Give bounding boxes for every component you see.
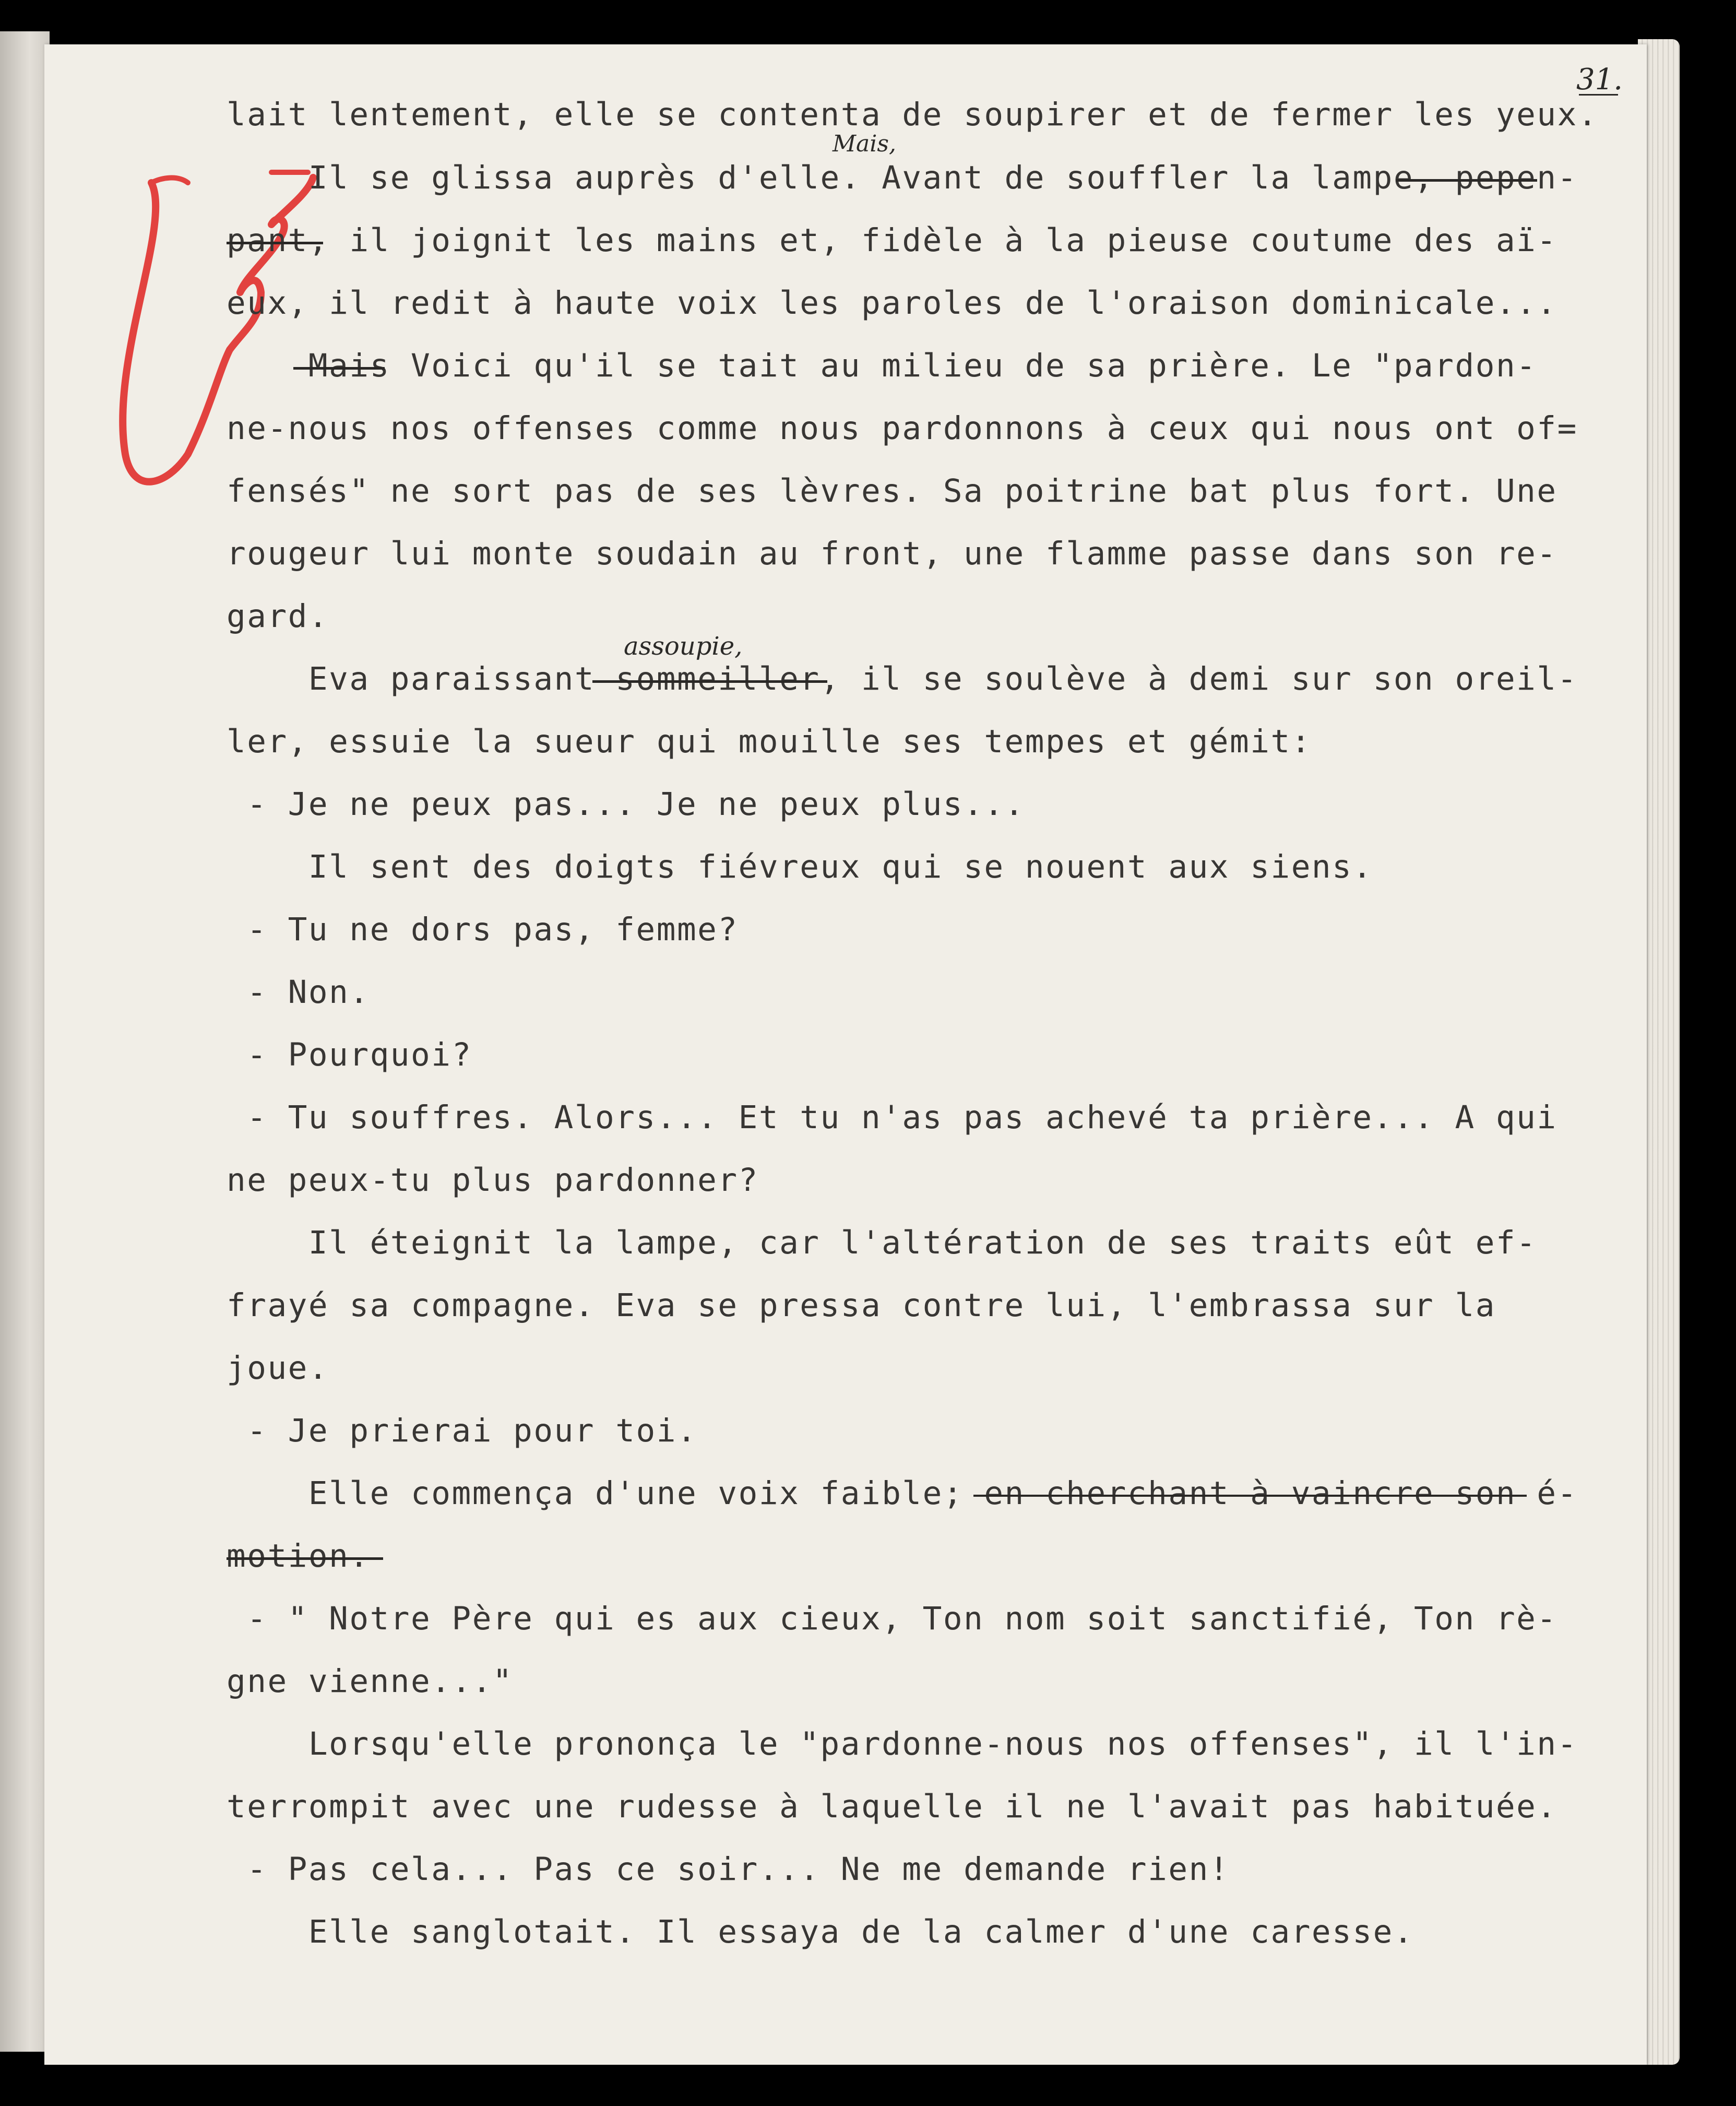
text-line: lait lentement, elle se contenta de soupirer et de fermer les yeux. <box>227 96 1599 133</box>
text-line: Il éteignit la lampe, car l'altération de ses traits eût ef- <box>227 1224 1537 1261</box>
facing-page-edge <box>0 31 50 2052</box>
text-line: gard. <box>227 598 329 635</box>
text-line: ne peux-tu plus pardonner? <box>227 1162 759 1199</box>
text-line: Il se glissa auprès d'elle. Avant de souffler la lampe, pepen- <box>227 159 1578 196</box>
text-line: - Non. <box>227 974 370 1011</box>
text-line: Elle sanglotait. Il essaya de la calmer d'une caresse. <box>227 1913 1414 1950</box>
text-line: Elle commença d'une voix faible; en cherchant à vaincre son é- <box>227 1475 1578 1512</box>
red-margin-mark-text <box>117 305 119 306</box>
strike-mais <box>293 367 385 370</box>
strike-pependant-1 <box>1396 179 1537 182</box>
text-line: fensés" ne sort pas de ses lèvres. Sa poitrine bat plus fort. Une <box>227 472 1557 510</box>
text-line: - Tu ne dors pas, femme? <box>227 911 739 948</box>
page-number: 31. <box>1576 63 1623 97</box>
insertion-mais: Mais, <box>833 131 896 157</box>
text-line: - Tu souffres. Alors... Et tu n'as pas achevé ta prière... A qui <box>227 1099 1557 1136</box>
strike-emotion <box>227 1557 383 1560</box>
text-line: pant, il joignit les mains et, fidèle à la pieuse coutume des aï- <box>227 222 1557 259</box>
page-number-underline <box>1579 94 1618 96</box>
insertion-assoupie: assoupie, <box>624 632 743 661</box>
text-line: ne-nous nos offenses comme nous pardonnons à ceux qui nous ont of= <box>227 410 1578 447</box>
typescript-page <box>44 44 1647 2065</box>
text-line: rougeur lui monte soudain au front, une flamme passe dans son re- <box>227 535 1557 572</box>
text-line: gne vienne..." <box>227 1663 514 1700</box>
text-line: terrompit avec une rudesse à laquelle il ne l'avait pas habituée. <box>227 1788 1557 1825</box>
text-line: Mais Voici qu'il se tait au milieu de sa prière. Le "pardon- <box>227 347 1537 384</box>
text-line: joue. <box>227 1350 329 1387</box>
strike-pependant-2 <box>227 242 323 244</box>
text-line: - Pourquoi? <box>227 1036 472 1073</box>
text-line: - " Notre Père qui es aux cieux, Ton nom soit sanctifié, Ton rè- <box>227 1600 1557 1637</box>
text-line: ler, essuie la sueur qui mouille ses tempes et gémit: <box>227 723 1312 760</box>
text-line: - Je ne peux pas... Je ne peux plus... <box>227 786 1025 823</box>
text-line: Il sent des doigts fiévreux qui se nouent aux siens. <box>227 848 1373 885</box>
text-line: frayé sa compagne. Eva se pressa contre lui, l'embrassa sur la <box>227 1287 1496 1324</box>
text-line: Eva paraissant sommeiller, il se soulève à demi sur son oreil- <box>227 660 1578 697</box>
strike-en-cherchant <box>973 1495 1527 1497</box>
text-line: motion. <box>227 1537 370 1575</box>
text-line: eux, il redit à haute voix les paroles de l'oraison dominicale... <box>227 285 1557 322</box>
strike-sommeiller <box>592 680 827 683</box>
text-line: Lorsqu'elle prononça le "pardonne-nous nos offenses", il l'in- <box>227 1725 1578 1762</box>
text-line: - Pas cela... Pas ce soir... Ne me demande rien! <box>227 1851 1230 1888</box>
text-line: - Je prierai pour toi. <box>227 1412 698 1449</box>
